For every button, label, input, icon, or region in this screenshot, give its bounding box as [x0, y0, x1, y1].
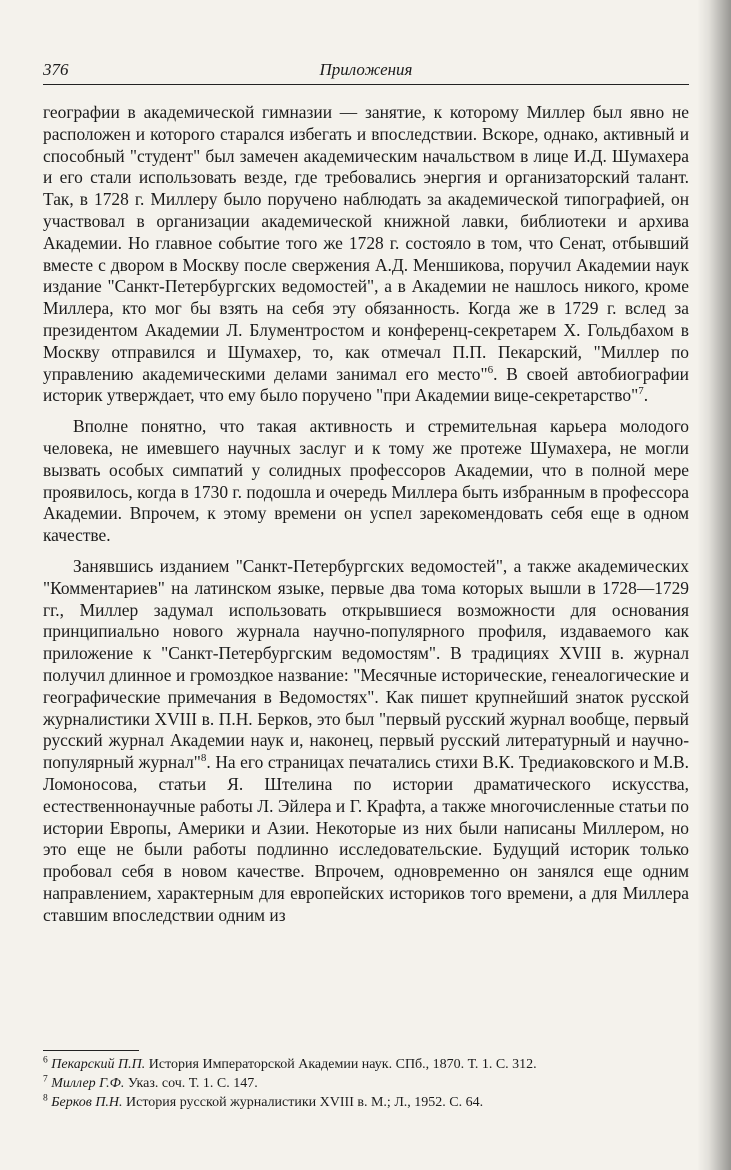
paragraph-text: . В своей автобиографии историк утверждает, что ему было поручено "при Академии вице-секретарство" [43, 363, 689, 406]
body-text [43, 102, 689, 926]
footnotes [43, 1050, 689, 1112]
paragraph-3 [43, 556, 689, 927]
footnote-6 [43, 1055, 689, 1074]
paragraph-text: Вполне понятно, что такая активность и стремительная карьера молодого человека, не имевшего научных заслуг и к тому же протеже Шумахера, не могли вызвать особых симпатий у солидных профессоров Академии, что в полной мере проявилось, когда в 1730 г. подошла и очередь Миллера быть избранным в профессора Академии. Впрочем, к этому времени он успел зарекомендовать себя еще в одном качестве. [43, 416, 689, 546]
footnote-7 [43, 1074, 689, 1093]
paragraph-2 [43, 416, 689, 547]
footnote-ref-6[interactable]: 6 [487, 363, 494, 376]
footnote-number: 7 [43, 1074, 48, 1085]
paragraph-text: . На его страницах печатались стихи В.К. Тредиаковского и М.В. Ломоносова, статьи Я. Штелина по истории драматического искусства, естественнонаучные работы Л. Эйлера и Г. Крафта, а также многочисленные статьи по истории Европы, Америки и Азии. Некоторые из них были написаны Миллером, но это еще не были работы подлинно исследовательские. Будущий историк только пробовал себя в новом качестве. Впрочем, одновременно он занялся еще одним направлением, характерным для европейских историков того времени, а для Миллера ставшим впоследствии одним из [43, 752, 689, 925]
paragraph-text: географии в академической гимназии — занятие, к которому Миллер был явно не расположен и которого старался избегать и впоследствии. Вскоре, однако, активный и способный "студент" был замечен академическим начальством в лице И.Д. Шумахера и его стали использовать везде, где требовались энергия и организаторский талант. Так, в 1728 г. Миллеру было поручено наблюдать за академической типографией, он участвовал в организации академической книжной лавки, библиотеки и архива Академии. Но главное событие того же 1728 г. состояло в том, что Сенат, отбывший вместе с двором в Москву после свержения А.Д. Меншикова, поручил Академии наук издание "Санкт-Петербургских ведомостей", а в Академии не нашлось никого, кроме Миллера, кто мог бы взять на себя эту обязанность. Когда же в 1729 г. вслед за президентом Академии Л. Блументростом и конференц-секретарем Х. Гольдбахом в Москву отправился и Шумахер, то, как отмечал П.П. Пекарский, "Миллер по управлению академическими делами занимал его место" [43, 102, 689, 384]
footnote-8 [43, 1093, 689, 1112]
paragraph-1 [43, 102, 689, 407]
running-title: Приложения [319, 60, 413, 79]
footnote-ref-7[interactable]: 7 [638, 385, 644, 398]
footnote-ref-8[interactable]: 8 [200, 752, 207, 765]
footnote-text: История Императорской Академии наук. СПб., 1870. Т. 1. С. 312. [145, 1057, 537, 1072]
footnote-text: Указ. соч. Т. 1. С. 147. [124, 1076, 258, 1091]
footnote-divider [43, 1050, 139, 1051]
page-edge-shadow [697, 0, 731, 1170]
footnote-number: 6 [43, 1055, 48, 1066]
paragraph-text: Занявшись изданием "Санкт-Петербургских ведомостей", а также академических "Комментариев" на латинском языке, первые два тома которых вышли в 1728—1729 гг., Миллер задумал использовать открывшиеся возможности для основания принципиально нового журнала научно-популярного профиля, издаваемого как приложение к "Санкт-Петербургским ведомостям". В традициях XVIII в. журнал получил длинное и громоздкое название: "Месячные исторические, генеалогические и географические примечания в Ведомостях". Как пишет крупнейший знаток русской журналистики XVIII в. П.Н. Берков, это был "первый русский журнал вообще, первый русский журнал Академии наук и, наконец, первый русский литературный и научно-популярный журнал" [43, 555, 689, 773]
footnote-author: Берков П.Н. [51, 1095, 123, 1110]
footnote-author: Пекарский П.П. [51, 1057, 146, 1072]
footnote-text: История русской журналистики XVIII в. М.; Л., 1952. С. 64. [122, 1095, 484, 1110]
paragraph-text: . [643, 385, 649, 406]
footnote-author: Миллер Г.Ф. [51, 1076, 125, 1091]
footnote-number: 8 [43, 1093, 48, 1104]
page-header [43, 60, 689, 85]
page-number: 376 [43, 60, 69, 79]
